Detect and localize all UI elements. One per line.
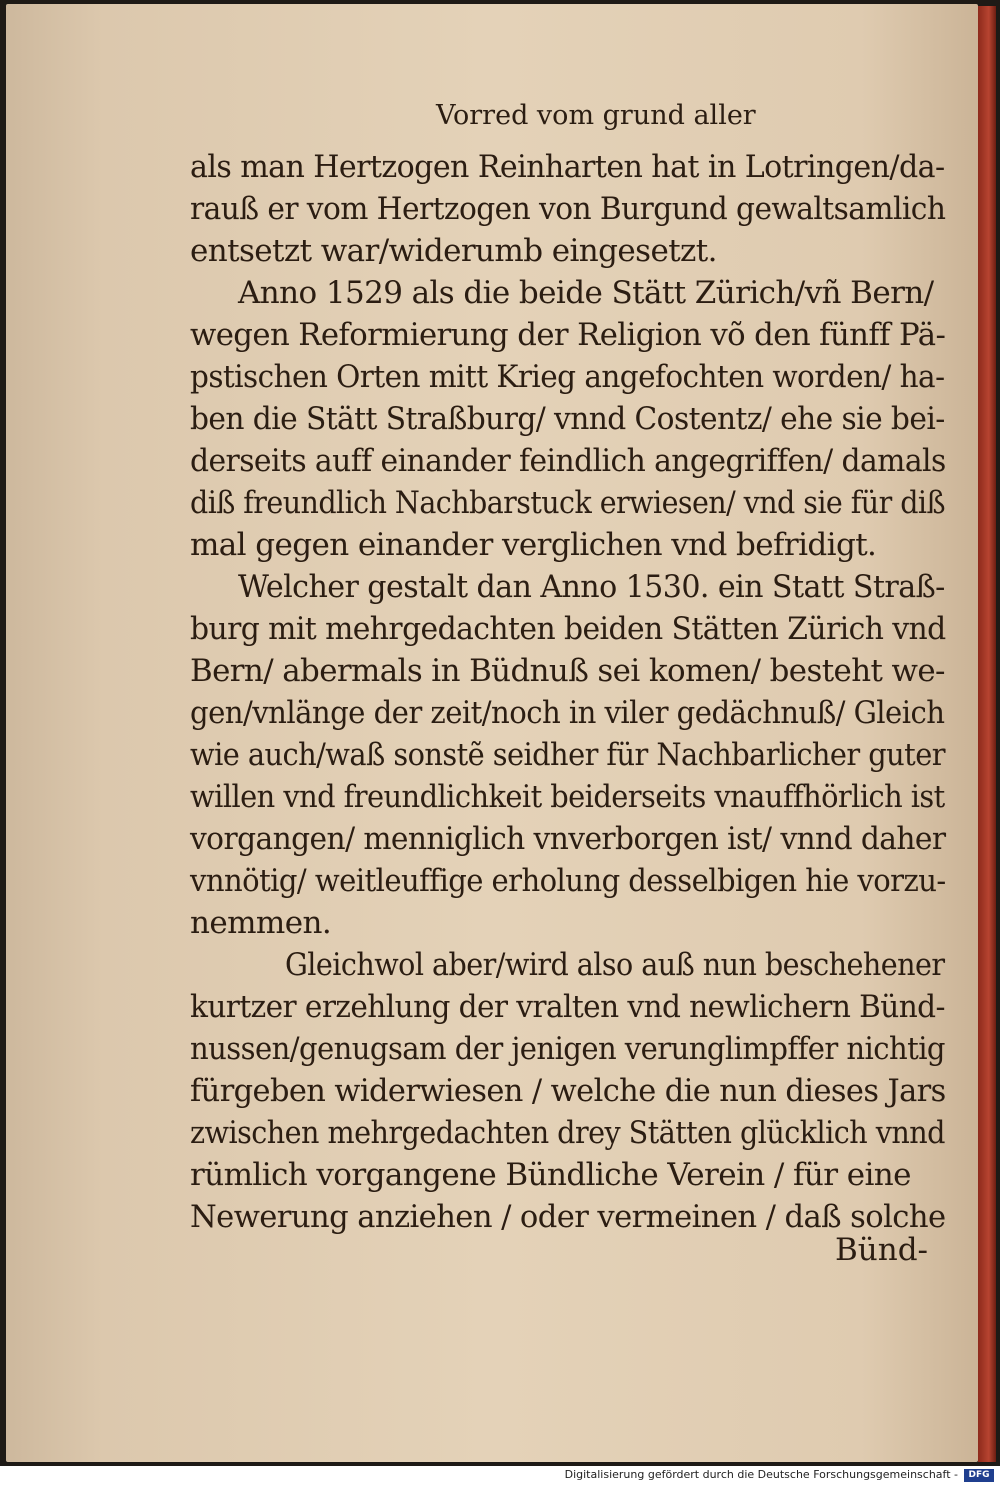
catchword: Bünd- [835, 1232, 929, 1268]
text-line: als man Hertzogen Reinharten hat in Lotringen/da- [190, 149, 945, 185]
text-line: derseits auff einander feindlich angegriffen/ damals [190, 443, 946, 479]
text-line: vnnötig/ weitleuffige erholung desselbigen hie vorzu- [190, 863, 946, 899]
text-line: zwischen mehrgedachten drey Stätten glücklich vnnd [190, 1115, 945, 1151]
text-line: vorgangen/ menniglich vnverborgen ist/ vnnd daher [190, 821, 946, 857]
text-line: wie auch/waß sonstẽ seidher für Nachbarlicher guter [190, 737, 945, 773]
text-line: entsetzt war/widerumb eingesetzt. [190, 233, 717, 269]
text-line: Gleichwol aber/wird also auß nun beschehener [285, 947, 945, 983]
text-line: rümlich vorgangene Bündliche Verein / für eine [190, 1157, 911, 1193]
footer-credit: Digitalisierung gefördert durch die Deutsche Forschungsgemeinschaft - [564, 1468, 958, 1481]
text-line: Newerung anziehen / oder vermeinen / daß solche [190, 1199, 946, 1235]
text-line: ben die Stätt Straßburg/ vnnd Costentz/ ehe sie bei- [190, 401, 945, 437]
dfg-logo: DFG [964, 1469, 994, 1482]
text-line: nemmen. [190, 905, 332, 941]
text-line: diß freundlich Nachbarstuck erwiesen/ vnd sie für diß [190, 485, 945, 521]
text-line: gen/vnlänge der zeit/noch in viler gedächnuß/ Gleich [190, 695, 945, 731]
text-line: rauß er vom Hertzogen von Burgund gewaltsamlich [190, 191, 946, 227]
digitization-footer [0, 1466, 1000, 1485]
text-line: wegen Reformierung der Religion võ den fünff Pä- [190, 317, 946, 353]
page-edge-red [978, 6, 996, 1462]
running-head: Vorred vom grund aller [436, 100, 756, 131]
text-line: willen vnd freundlichkeit beiderseits vnauffhörlich ist [190, 779, 945, 815]
text-line: Anno 1529 als die beide Stätt Zürich/vñ Bern/ [238, 275, 934, 311]
text-line: Bern/ abermals in Büdnuß sei komen/ besteht we- [190, 653, 945, 689]
text-line: Welcher gestalt dan Anno 1530. ein Statt Straß- [238, 569, 945, 605]
text-line: burg mit mehrgedachten beiden Stätten Zürich vnd [190, 611, 946, 647]
text-line: mal gegen einander verglichen vnd befridigt. [190, 527, 877, 563]
text-line: pstischen Orten mitt Krieg angefochten worden/ ha- [190, 359, 945, 395]
text-line: kurtzer erzehlung der vralten vnd newlichern Bünd- [190, 989, 945, 1025]
text-line: fürgeben widerwiesen / welche die nun dieses Jars [190, 1073, 946, 1109]
text-line: nussen/genugsam der jenigen verunglimpffer nichtig [190, 1031, 945, 1067]
